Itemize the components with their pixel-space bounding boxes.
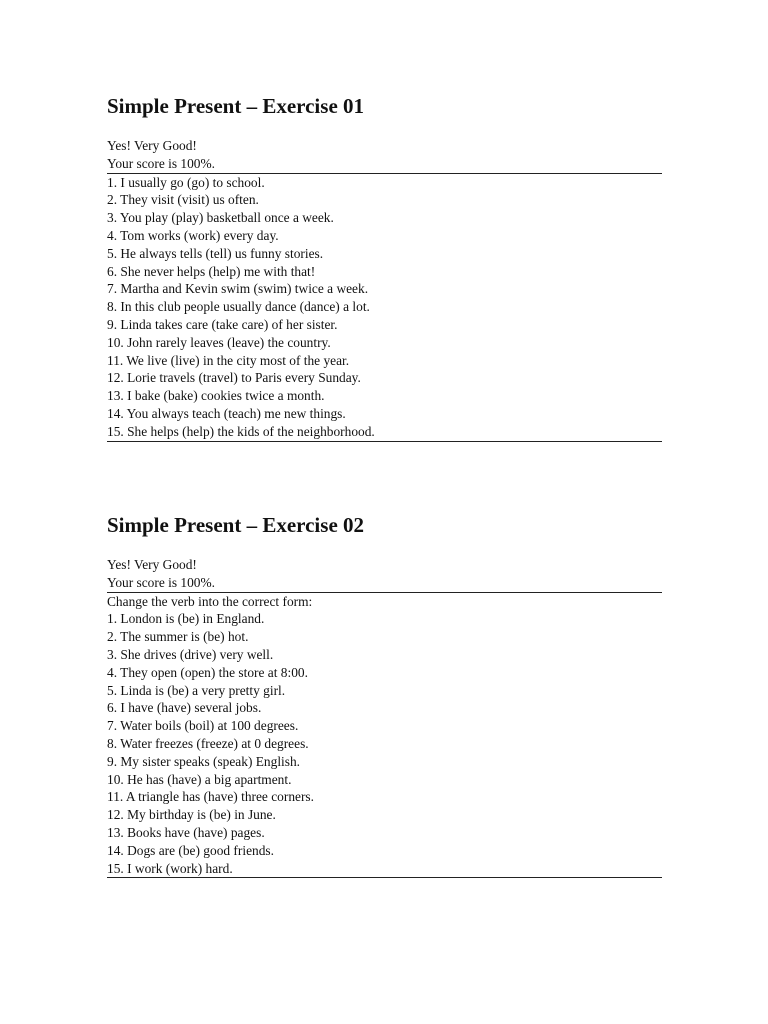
score-text: Your score is 100%. [107,574,215,590]
answer-item: 11. We live (live) in the city most of the year. [107,352,350,368]
answer-item: 1. I usually go (go) to school. [107,174,265,190]
answer-item: 5. Linda is (be) a very pretty girl. [107,682,286,698]
feedback-text: Yes! Very Good! [107,557,197,572]
feedback-text: Yes! Very Good! [107,138,197,153]
answer-item: 11. A triangle has (have) three corners. [107,789,314,805]
answer-item: 6. She never helps (help) me with that! [107,263,316,279]
answer-item: 14. Dogs are (be) good friends. [107,842,274,858]
answer-item: 1. London is (be) in England. [107,611,265,627]
answer-item: 9. My sister speaks (speak) English. [107,753,301,769]
answer-item: 7. Martha and Kevin swim (swim) twice a week. [107,281,369,297]
answer-item: 12. My birthday is (be) in June. [107,807,276,823]
exercise-01 [107,92,662,442]
exercise-02 [107,511,662,878]
answer-item: 14. You always teach (teach) me new things. [107,405,346,421]
exercise-title: Simple Present – Exercise 01 [107,94,365,118]
answer-item: 3. You play (play) basketball once a week. [107,210,334,226]
exercise-title: Simple Present – Exercise 02 [107,513,365,537]
answer-item: 10. He has (have) a big apartment. [107,771,292,787]
answer-item: 9. Linda takes care (take care) of her sister. [107,316,338,332]
answer-list [107,174,662,441]
answer-item: 6. I have (have) several jobs. [107,700,262,716]
answer-item: 12. Lorie travels (travel) to Paris every Sunday. [107,370,361,386]
answer-item: 13. Books have (have) pages. [107,824,265,840]
answer-item: 13. I bake (bake) cookies twice a month. [107,388,325,404]
answer-item: 8. In this club people usually dance (dance) a lot. [107,299,370,315]
answer-item: 15. I work (work) hard. [107,860,233,876]
answer-list [107,593,662,878]
answer-item: 2. They visit (visit) us often. [107,192,259,208]
answer-item: 3. She drives (drive) very well. [107,646,274,662]
answer-item: 4. Tom works (work) every day. [107,227,279,243]
score-text: Your score is 100%. [107,155,215,171]
answer-item: 2. The summer is (be) hot. [107,629,249,645]
answer-item: 7. Water boils (boil) at 100 degrees. [107,718,299,734]
divider-bottom [107,877,662,878]
answer-item: 10. John rarely leaves (leave) the country. [107,334,331,350]
result-block [107,137,662,173]
divider-bottom [107,441,662,442]
answer-item: 4. They open (open) the store at 8:00. [107,664,308,680]
answer-item: 5. He always tells (tell) us funny stories. [107,245,324,261]
answer-item: 15. She helps (help) the kids of the neighborhood. [107,423,375,439]
instruction-text: Change the verb into the correct form: [107,593,313,609]
answer-item: 8. Water freezes (freeze) at 0 degrees. [107,735,309,751]
result-block [107,556,662,592]
